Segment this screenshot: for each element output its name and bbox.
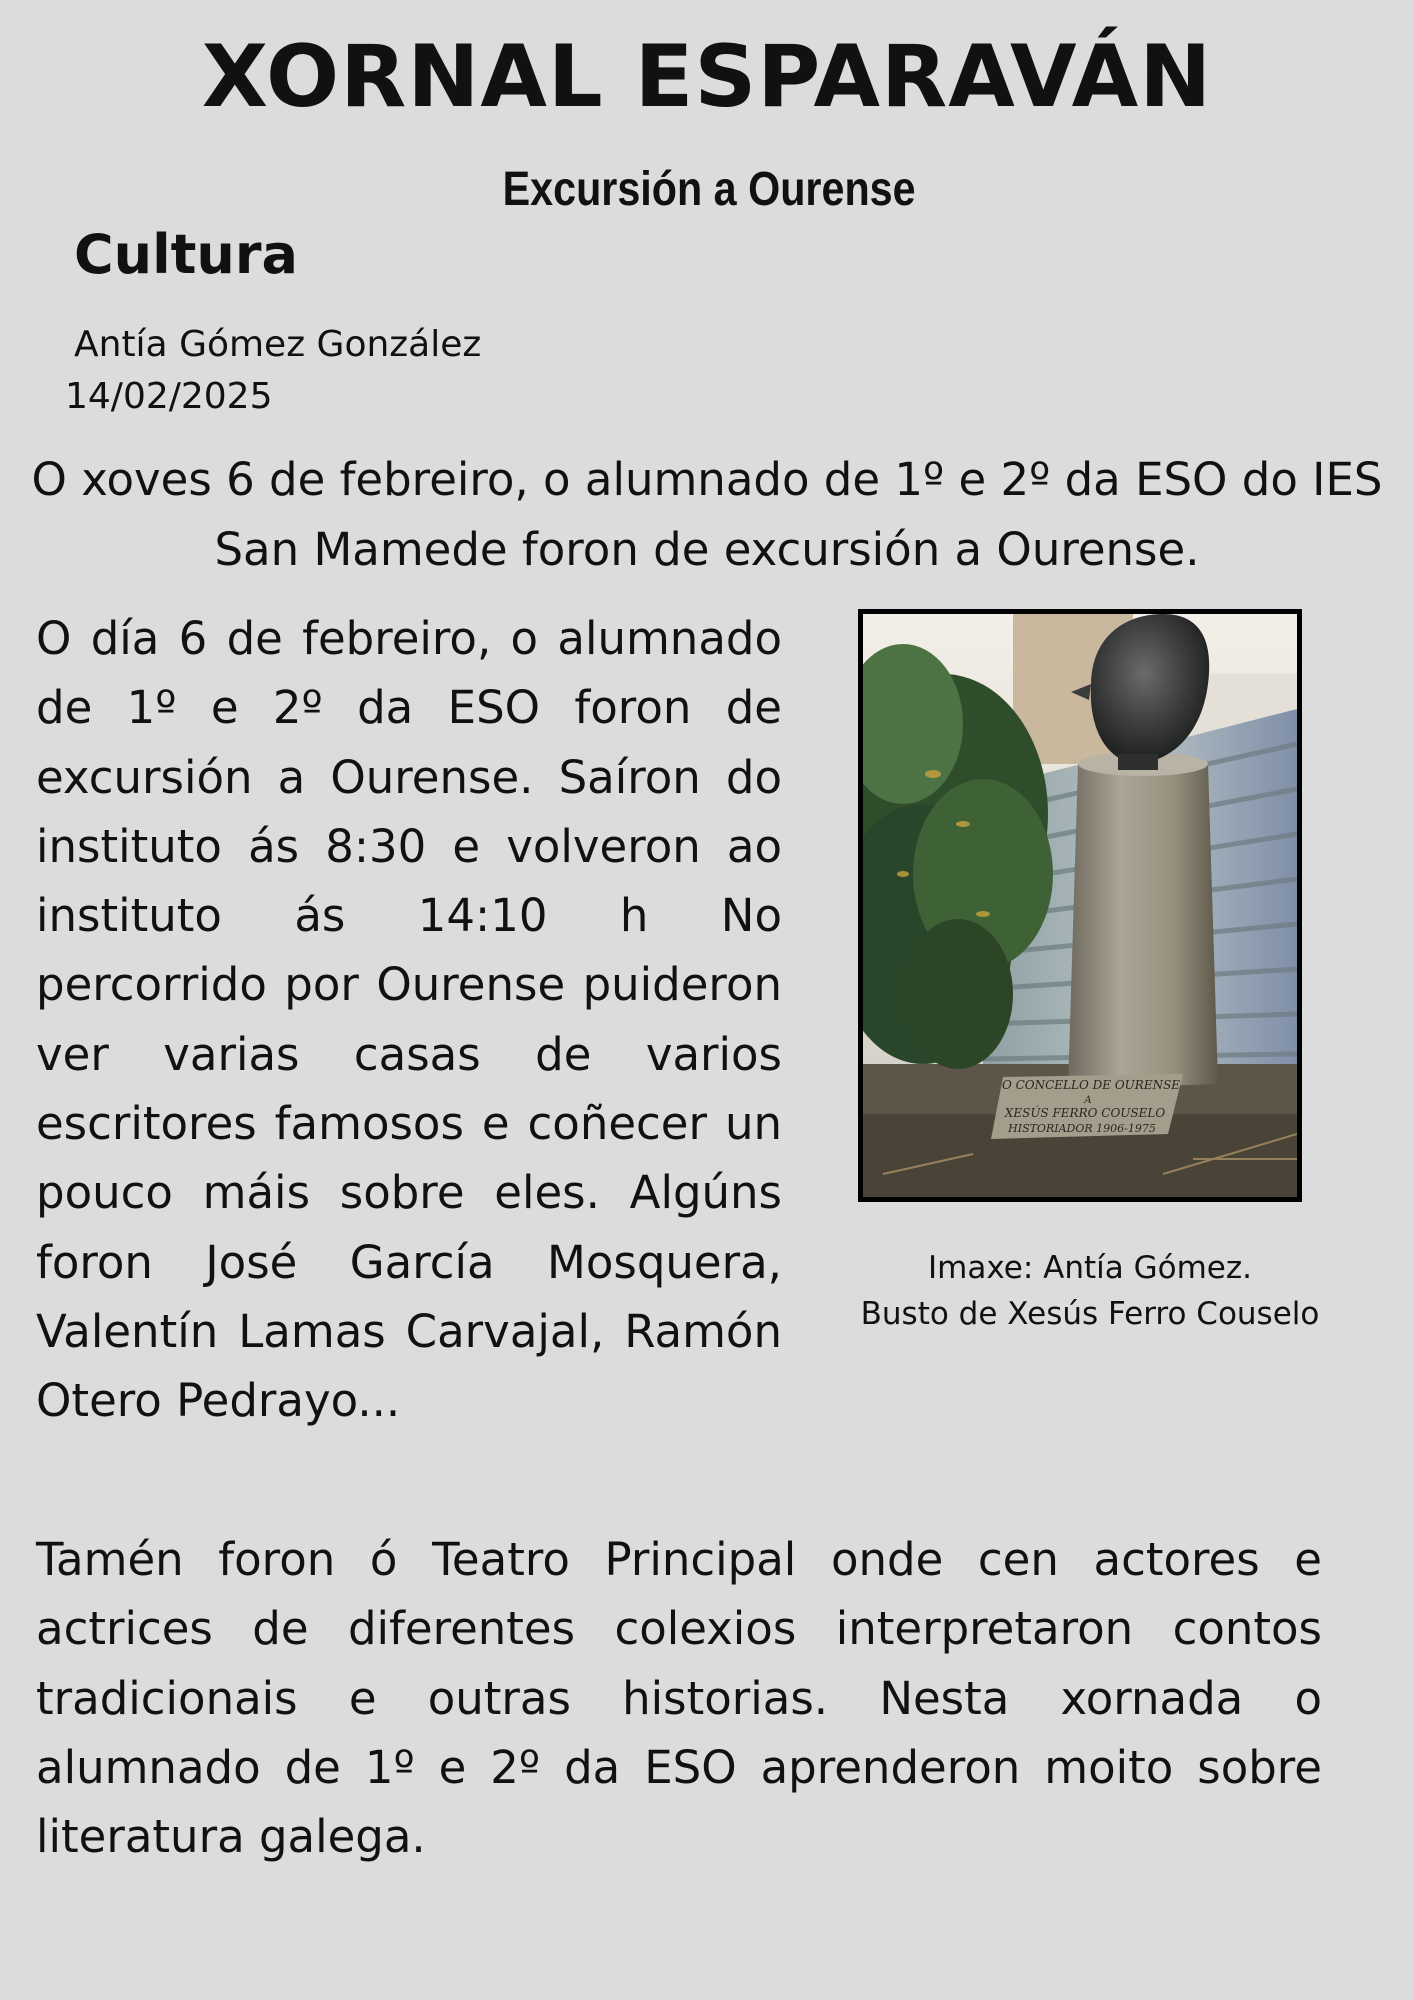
plaque-line-1: O CONCELLO DE OURENSE [1001, 1078, 1181, 1092]
bust-illustration [863, 614, 1297, 1197]
article-paragraph-1: O día 6 de febreiro, o alumnado de 1º e 2º da ESO foron de excursión a Ourense. Saíron do instituto ás 8:30 e volveron ao instituto ás 14:10 h No percorrido por Ourense puideron ver varias casas de varios escritores famosos e coñecer un pouco máis sobre eles. Algúns foron José García Mosquera, Valentín Lamas Carvajal, Ramón Otero Pedrayo... [36, 612, 782, 1428]
bust-photo [858, 609, 1302, 1202]
plaque-line-2: A [1084, 1095, 1092, 1106]
author-name: Antía Gómez González [74, 324, 482, 365]
plaque-line-3: XESÚS FERRO COUSELO [1004, 1106, 1166, 1120]
article-headline: Excursión a Ourense [502, 163, 916, 216]
section-label: Cultura [74, 223, 298, 286]
caption-description: Busto de Xesús Ferro Couselo [860, 1296, 1320, 1332]
article-paragraph-2: Tamén foron ó Teatro Principal onde cen actores e actrices de diferentes colexios interpretaron contos tradicionais e outras historias. Nesta xornada o alumnado de 1º e 2º da ESO aprenderon moito sobre literatura galega. [36, 1533, 1322, 1864]
publication-date: 14/02/2025 [65, 376, 273, 417]
newspaper-title: XORNAL ESPARAVÁN [201, 27, 1213, 127]
article-lead: O xoves 6 de febreiro, o alumnado de 1º e 2º da ESO do IES San Mamede foron de excursión a Ourense. [31, 453, 1383, 576]
plaque-line-4: HISTORIADOR 1906-1975 [1008, 1122, 1156, 1135]
caption-credit: Imaxe: Antía Gómez. [928, 1250, 1252, 1286]
photo-caption [850, 1245, 1330, 1337]
